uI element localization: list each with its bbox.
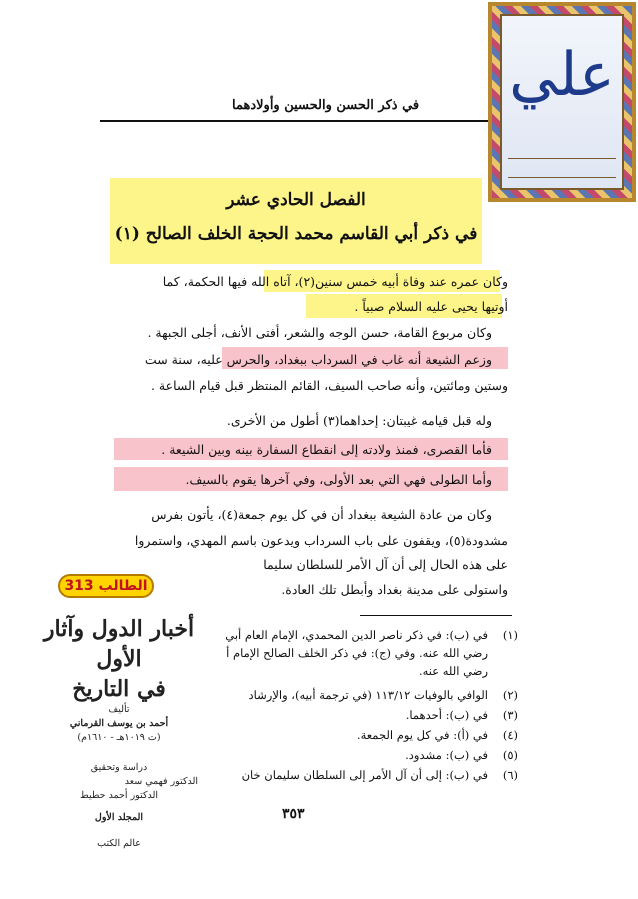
footnote-text: الوافي بالوفيات ١١٣/١٢ (في ترجمة أبيه)، والإرشاد [248,688,488,702]
header-rule [100,120,490,122]
body-line: على هذه الحال إلى أن آل الأمر للسلطان سليما [263,557,508,572]
book-title-line2: في التاريخ [72,676,166,702]
running-head: في ذكر الحسن والحسين وأولادهما [232,98,420,113]
page-number: ٣٥٣ [282,806,305,822]
book-title-line1: أخبار الدول وآثار الأول [43,616,195,672]
body-line: وله قبل قيامه غيبتان: إحداهما(٣) أطول من الأخرى. [226,413,492,428]
footnote-number: (٣) [502,708,518,722]
footnote-text: في (ب): في ذكر ناصر الدين المحمدي، الإمام العام أبي [225,628,488,642]
reference-badge: الطالب 313 [58,574,154,598]
chapter-title: الفصل الحادي عشر [226,190,366,210]
footnote-number: (٢) [502,688,518,702]
body-line: فأما القصرى، فمنذ ولادته إلى انقطاع السفارة بينه وبين الشيعة . [161,442,492,457]
footnote-number: (١) [502,628,518,642]
body-line: وكان عمره عند وفاة أبيه خمس سنين(٢)، آتاه الله فيها الحكمة، كما [162,274,508,289]
book-author-label: تأليف [108,704,130,715]
book-author-dates: (ت ١٠١٩هـ - ١٦١٠م) [77,732,161,743]
footnote-text: في (أ): في كل يوم الجمعة. [356,728,488,742]
footnote-text: في (ب): مشدود. [405,748,488,762]
footnote-number: (٥) [502,748,518,762]
body-line: وزعم الشيعة أنه غاب في السرداب ببغداد، والحرس عليه، سنة ست [144,352,492,367]
footnote-text: رضي الله عنه. [418,664,488,678]
calligraphy-ornament-image [488,2,636,202]
body-line: وكان مربوع القامة، حسن الوجه والشعر، أفتى الأنف، أجلى الجبهة . [147,325,492,340]
book-cover [30,600,208,870]
body-line: وستين ومائتين، وأنه صاحب السيف، القائم المنتظر قبل قيام الساعة . [150,378,508,393]
ornament-calligraphy: علي [509,40,615,110]
book-publisher: عالم الكتب [97,838,141,849]
footnote-number: (٤) [502,728,518,742]
book-study-label: دراسة وتحقيق [90,762,148,773]
book-author: أحمد بن يوسف القرماني [69,718,169,729]
footnote-number: (٦) [502,768,518,782]
footnote-text: في (ب): إلى أن آل الأمر إلى السلطان سليمان خان [241,768,488,782]
book-editor-2: الدكتور أحمد حطيط [80,790,158,801]
ornament-script-band [508,158,616,178]
body-line: أوتيها يحيى عليه السلام صبياً . [354,299,508,314]
book-editor-1: الدكتور فهمي سعد [124,776,198,787]
body-line: وأما الطولى فهي التي بعد الأولى، وفي آخرها يقوم بالسيف. [185,472,492,487]
book-title [34,614,204,704]
footnote-text: في (ب): أحدهما. [405,708,488,722]
footnote-rule [360,615,512,616]
chapter-subtitle: في ذكر أبي القاسم محمد الحجة الخلف الصالح (١) [114,224,478,244]
body-line: وكان من عادة الشيعة ببغداد أن في كل يوم جمعة(٤)، يأتون بفرس [151,507,492,522]
body-line: مشدودة(٥)، ويقفون على باب السرداب ويدعون باسم المهدي، واستمروا [134,533,508,548]
chapter-title-box [110,178,482,264]
body-line: واستولى على مدينة بغداد وأبطل تلك العادة. [281,582,508,597]
book-volume: المجلد الأول [94,812,144,823]
footnote-text: رضي الله عنه. وفي (ج): في ذكر الخلف الصالح الإمام أ [226,646,488,660]
